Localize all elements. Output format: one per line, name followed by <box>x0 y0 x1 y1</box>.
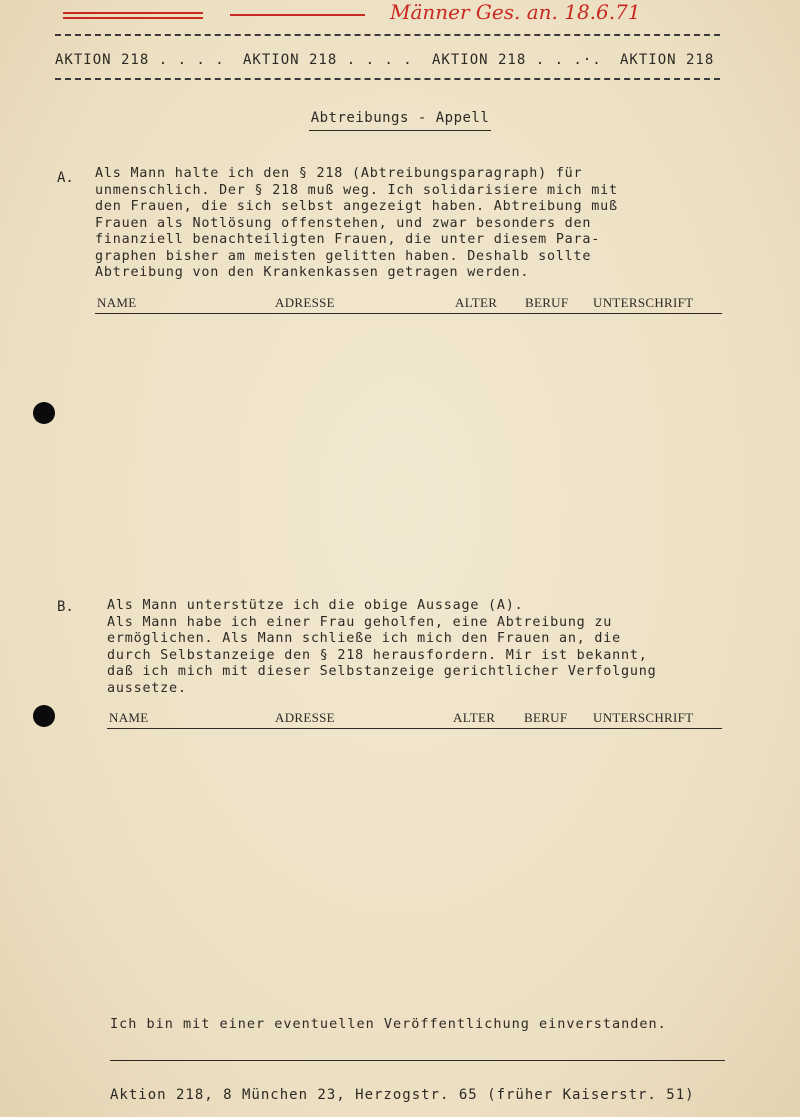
section-b-line: durch Selbstanzeige den § 218 herausfordern. Mir ist bekannt, <box>107 647 648 663</box>
strikethrough-2 <box>63 17 203 19</box>
section-b-line: aussetze. <box>107 680 187 696</box>
banner-item: AKTION 218 . . .·. <box>432 52 602 68</box>
section-b-line: daß ich mich mit dieser Selbstanzeige gerichtlicher Verfolgung <box>107 664 657 679</box>
aktion-banner <box>55 52 720 72</box>
column-profession: BERUF <box>525 295 569 310</box>
section-b-label: B. <box>57 599 74 615</box>
column-profession: BERUF <box>524 710 568 725</box>
column-age: ALTER <box>455 295 498 310</box>
column-name: NAME <box>109 710 149 725</box>
section-b-line: Als Mann unterstütze ich die obige Aussage (A). <box>107 598 524 613</box>
dashed-rule-top <box>55 34 720 36</box>
strikethrough-3 <box>230 14 365 16</box>
section-a-line: den Frauen, die sich selbst angezeigt haben. Abtreibung muß <box>95 199 618 214</box>
section-a-text <box>95 166 618 282</box>
column-signature: UNTERSCHRIFT <box>593 710 694 725</box>
document-title: Abtreibungs - Appell <box>0 110 800 131</box>
handwritten-header <box>55 0 755 30</box>
banner-item: AKTION 218 <box>620 52 715 68</box>
section-b-line: Als Mann habe ich einer Frau geholfen, eine Abtreibung zu <box>107 614 613 630</box>
banner-item: AKTION 218 . . . . <box>243 52 413 68</box>
punch-hole <box>33 402 55 424</box>
banner-item: AKTION 218 . . . . <box>55 52 225 68</box>
section-a-line: finanziell benachteiligten Frauen, die unter diesem Para- <box>95 232 601 247</box>
dashed-rule-bottom <box>55 78 720 80</box>
strikethrough-1 <box>63 12 203 14</box>
column-name: NAME <box>97 295 137 310</box>
column-address: ADRESSE <box>275 710 335 725</box>
section-a-line: Als Mann halte ich den § 218 (Abtreibungsparagraph) für <box>95 166 583 181</box>
column-age: ALTER <box>453 710 496 725</box>
section-b-line: ermöglichen. Als Mann schließe ich mich den Frauen an, die <box>107 631 621 646</box>
punch-hole <box>33 705 55 727</box>
section-a-line: Abtreibung von den Krankenkassen getragen werden. <box>95 265 530 280</box>
section-a-form-header <box>95 295 722 314</box>
section-b-text <box>107 598 656 697</box>
section-a-line: unmenschlich. Der § 218 muß weg. Ich solidarisiere mich mit <box>95 182 618 198</box>
footer-rule <box>110 1060 725 1061</box>
handwritten-note: Männer Ges. an. 18.6.71 <box>390 0 641 24</box>
footer-address: Aktion 218, 8 München 23, Herzogstr. 65 (früher Kaiserstr. 51) <box>110 1087 695 1103</box>
column-address: ADRESSE <box>275 295 335 310</box>
column-signature: UNTERSCHRIFT <box>593 295 694 310</box>
consent-statement: Ich bin mit einer eventuellen Veröffentlichung einverstanden. <box>110 1016 667 1032</box>
section-a-line: graphen bisher am meisten gelitten haben. Deshalb sollte <box>95 248 592 264</box>
section-b-form-header <box>107 710 722 729</box>
section-a-label: A. <box>57 170 74 186</box>
section-a-line: Frauen als Notlösung offenstehen, und zwar besonders den <box>95 215 592 231</box>
